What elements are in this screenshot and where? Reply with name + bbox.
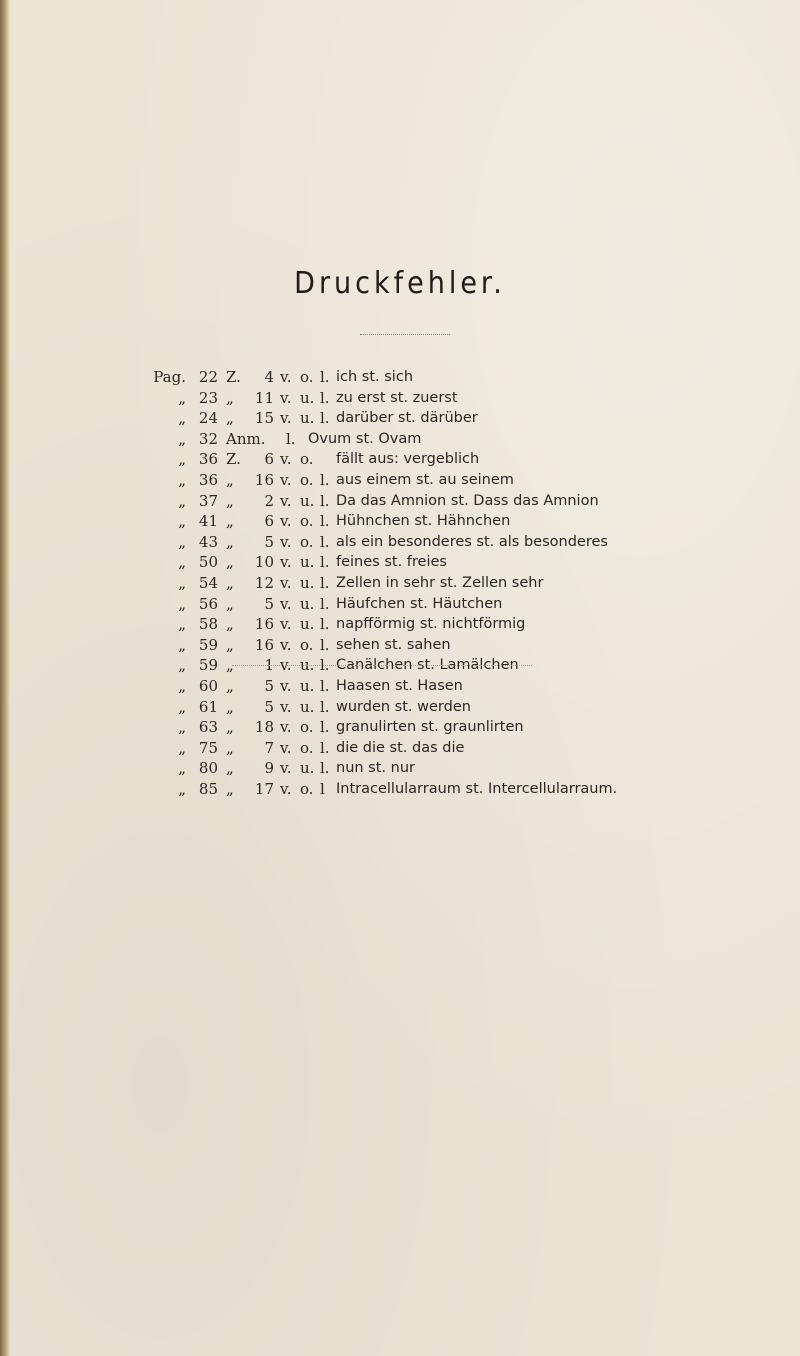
correction-text: Intracellularraum st. Intercellularraum. [336,780,618,797]
line-prefix: „ [226,512,234,531]
page-number: 61 [198,697,218,716]
correction-text: Haasen st. Hasen [336,677,463,694]
position: o. [300,512,314,531]
correction-text: fällt aus: vergeblich [336,451,480,468]
position: u. [300,676,315,695]
page-prefix: „ [178,615,186,634]
errata-list [150,367,790,799]
page-prefix: „ [178,779,186,798]
correction-text: Hühnchen st. Hähnchen [336,513,511,530]
correction-text: granulirten st. graunlirten [336,719,524,736]
book-binding-edge [0,0,10,1356]
page-number: 22 [198,368,218,386]
page-prefix: „ [178,676,186,695]
line-prefix: „ [226,388,234,407]
page-prefix: „ [178,635,186,654]
correction-text: aus einem st. au seinem [336,471,514,488]
position: u. [300,594,315,613]
direction: v. [280,573,292,592]
page-number: 32 [198,429,218,448]
page-number: 43 [198,532,218,551]
errata-row [150,491,790,512]
line-number: 7 [264,738,274,757]
direction: v. [280,450,292,469]
errata-row [150,697,790,718]
line-number: 5 [264,594,274,613]
line-number: 9 [264,759,274,778]
line-prefix: „ [226,470,234,489]
direction: v. [280,635,292,654]
position: u. [300,573,315,592]
page-number: 24 [198,409,218,428]
position: u. [300,759,315,778]
annotation-label: Anm. [226,429,266,448]
page-prefix: „ [178,512,186,531]
line-number: 1 [264,656,274,675]
read-label: l. [320,491,330,510]
read-label: l [320,779,325,798]
read-label: l. [320,512,330,531]
page-prefix: „ [178,388,186,407]
position: o. [300,738,314,757]
errata-row [150,738,790,759]
position: u. [300,697,315,716]
correction-text: Canälchen st. Lamälchen [336,657,519,674]
read-label: l. [320,759,330,778]
line-prefix: „ [226,409,234,428]
line-prefix: „ [226,553,234,572]
direction: v. [280,738,292,757]
errata-row [150,470,790,491]
line-prefix: „ [226,676,234,695]
errata-row [150,614,790,635]
page-prefix: Pag. [153,368,186,386]
direction: v. [280,697,292,716]
position: o. [300,450,314,469]
errata-row [150,635,790,656]
page-prefix: „ [178,697,186,716]
line-prefix: „ [226,779,234,798]
page-number: 58 [198,615,218,634]
page-prefix: „ [178,409,186,428]
correction-text: Da das Amnion st. Dass das Amnion [336,492,599,509]
direction: v. [280,676,292,695]
direction: v. [280,553,292,572]
page-number: 36 [198,470,218,489]
read-label: l. [320,388,330,407]
correction-text: als ein besonderes st. als besonderes [336,533,608,550]
line-prefix: „ [226,635,234,654]
position: o. [300,779,314,798]
page-prefix: „ [178,656,186,675]
page-number: 85 [198,779,218,798]
direction: v. [280,594,292,613]
page-number: 54 [198,573,218,592]
page-number: 37 [198,491,218,510]
errata-row [150,429,790,450]
position: o. [300,718,314,737]
errata-row [150,717,790,738]
line-number: 16 [254,635,274,654]
line-number: 12 [254,573,274,592]
line-prefix: „ [226,738,234,757]
errata-row [150,449,790,470]
page-prefix: „ [178,718,186,737]
read-label: l. [286,429,296,448]
errata-row [150,676,790,697]
line-prefix: Z. [226,368,241,386]
correction-text: napfförmig st. nichtförmig [336,616,526,633]
direction: v. [280,388,292,407]
line-prefix: „ [226,573,234,592]
page-number: 80 [198,759,218,778]
direction: v. [280,759,292,778]
line-number: 18 [254,718,274,737]
read-label: l. [320,553,330,572]
line-prefix: „ [226,594,234,613]
errata-row [150,758,790,779]
errata-row [150,367,790,388]
correction-text: darüber st. därüber [336,410,478,427]
direction: v. [280,718,292,737]
errata-row [150,532,790,553]
page-prefix: „ [178,429,186,448]
correction-text: Zellen in sehr st. Zellen sehr [336,574,544,591]
page-prefix: „ [178,759,186,778]
read-label: l. [320,532,330,551]
closing-divider [232,665,532,666]
correction-text: die die st. das die [336,739,465,756]
read-label: l. [320,470,330,489]
line-prefix: Z. [226,450,241,469]
page-number: 75 [198,738,218,757]
page-number: 41 [198,512,218,531]
correction-text: feines st. freies [336,554,447,571]
line-prefix: „ [226,697,234,716]
page-number: 59 [198,635,218,654]
line-number: 16 [254,615,274,634]
position: o. [300,368,314,386]
position: u. [300,656,315,675]
correction-text: zu erst st. zuerst [336,389,458,406]
correction-text: wurden st. werden [336,698,471,715]
page-title: Druckfehler. [294,266,506,301]
position: u. [300,388,315,407]
line-number: 5 [264,697,274,716]
page-number: 63 [198,718,218,737]
page-prefix: „ [178,491,186,510]
line-prefix: „ [226,759,234,778]
page-number: 56 [198,594,218,613]
page-number: 36 [198,450,218,469]
correction-text: ich st. sich [336,369,414,385]
title-divider [360,334,450,335]
line-number: 6 [264,450,274,469]
direction: v. [280,368,292,386]
page-number: 59 [198,656,218,675]
page-prefix: „ [178,553,186,572]
read-label: l. [320,573,330,592]
read-label: l. [320,697,330,716]
direction: v. [280,491,292,510]
line-prefix: „ [226,491,234,510]
page-number: 60 [198,676,218,695]
position: o. [300,470,314,489]
errata-row [150,388,790,409]
page-number: 23 [198,388,218,407]
direction: v. [280,615,292,634]
line-number: 2 [264,491,274,510]
correction-text: nun st. nur [336,760,415,777]
line-number: 16 [254,470,274,489]
read-label: l. [320,676,330,695]
page-prefix: „ [178,470,186,489]
page-prefix: „ [178,573,186,592]
line-number: 6 [264,512,274,531]
position: u. [300,409,315,428]
read-label: l. [320,594,330,613]
line-number: 15 [254,409,274,428]
read-label: l. [320,368,330,386]
read-label: l. [320,718,330,737]
line-number: 11 [254,388,274,407]
errata-row [150,594,790,615]
direction: v. [280,779,292,798]
line-prefix: „ [226,718,234,737]
errata-row [150,573,790,594]
position: u. [300,615,315,634]
line-number: 5 [264,676,274,695]
read-label: l. [320,738,330,757]
errata-row [150,779,790,800]
page-prefix: „ [178,594,186,613]
read-label: l. [320,615,330,634]
errata-row [150,552,790,573]
line-prefix: „ [226,656,234,675]
page-number: 50 [198,553,218,572]
correction-text: sehen st. sahen [336,636,451,653]
line-prefix: „ [226,532,234,551]
errata-row [150,511,790,532]
correction-text: Häufchen st. Häutchen [336,595,503,612]
position: o. [300,532,314,551]
line-prefix: „ [226,615,234,634]
errata-row [150,408,790,429]
line-number: 4 [264,368,274,386]
page-prefix: „ [178,450,186,469]
correction-text: Ovum st. Ovam [308,430,422,447]
direction: v. [280,512,292,531]
direction: v. [280,470,292,489]
position: u. [300,553,315,572]
direction: v. [280,409,292,428]
position: o. [300,635,314,654]
read-label: l. [320,656,330,675]
position: u. [300,491,315,510]
read-label: l. [320,635,330,654]
direction: v. [280,532,292,551]
read-label: l. [320,409,330,428]
line-number: 5 [264,532,274,551]
line-number: 17 [254,779,274,798]
line-number: 10 [254,553,274,572]
direction: v. [280,656,292,675]
page-prefix: „ [178,532,186,551]
page-prefix: „ [178,738,186,757]
